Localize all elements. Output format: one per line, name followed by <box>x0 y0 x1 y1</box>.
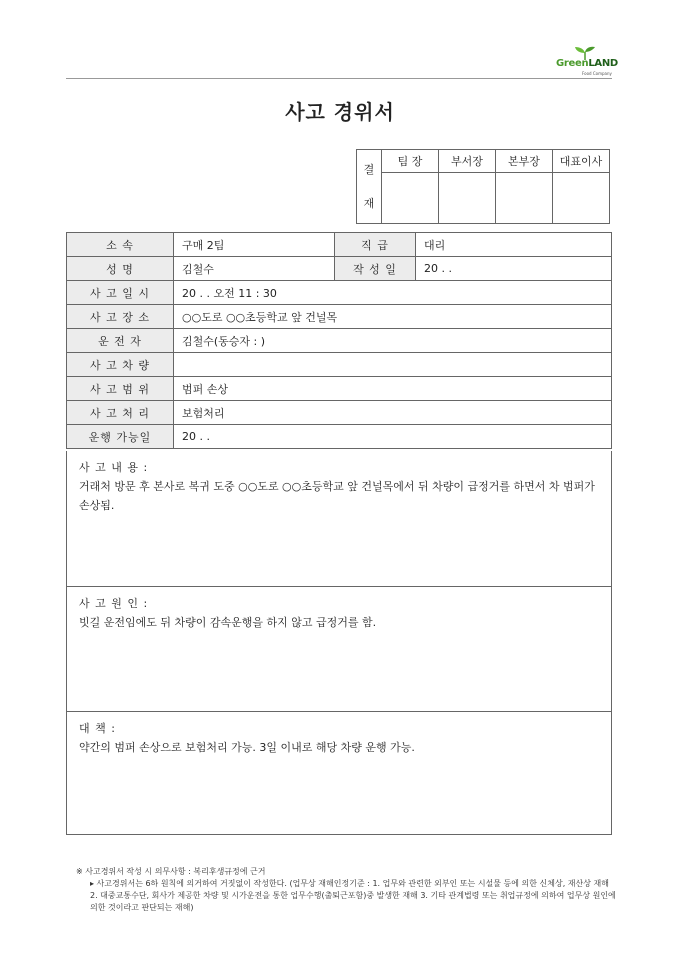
name-label: 성 명 <box>67 257 174 281</box>
footnote-heading: ※ 사고경위서 작성 시 의무사항 : 복리후생규정에 근거 <box>76 867 266 876</box>
footnotes <box>76 866 616 914</box>
accident-content-label: 사 고 내 용 : <box>79 461 149 474</box>
approval-role-department-head: 부서장 <box>439 150 496 173</box>
document-title: 사고 경위서 <box>285 100 395 124</box>
accident-place-value[interactable]: ○○도로 ○○초등학교 앞 건널목 <box>174 305 612 329</box>
name-value[interactable]: 김철수 <box>174 257 335 281</box>
position-label: 직 급 <box>335 233 416 257</box>
approval-side-label: 결 재 <box>357 150 382 224</box>
accident-info-table <box>66 232 612 449</box>
written-date-label: 작 성 일 <box>335 257 416 281</box>
approval-role-division-head: 본부장 <box>496 150 553 173</box>
approval-sign-ceo[interactable] <box>553 173 610 224</box>
footnote-item: ▸ 사고경위서는 6하 원칙에 의거하여 거짓없이 작성한다. (업무상 재해인정기준 : 1. 업무와 관련한 외부인 또는 시설물 등에 의한 신체상, 재산상 재해 2. 대중교통수단, 회사가 제공한 차량 및 시가운전을 통한 업무수행(출퇴근포함)중 발생한 재해 3. 기타 관계법령 또는 취업규정에 의하여 업무상 원인에 의한 것이라고 판단되는 재해) <box>90 879 616 912</box>
vehicle-value[interactable] <box>174 353 612 377</box>
accident-date-label: 사 고 일 시 <box>67 281 174 305</box>
scope-value[interactable]: 범퍼 손상 <box>174 377 612 401</box>
accident-cause-text: 빗길 운전임에도 뒤 차량이 감속운행을 하지 않고 급정거를 함. <box>79 616 377 629</box>
approval-role-team-leader: 팀 장 <box>382 150 439 173</box>
accident-content-section[interactable] <box>66 451 612 587</box>
dept-value[interactable]: 구매 2팀 <box>174 233 335 257</box>
position-value[interactable]: 대리 <box>416 233 612 257</box>
logo-subtitle: Food Company <box>582 71 612 76</box>
countermeasure-section[interactable] <box>66 712 612 835</box>
vehicle-label: 사 고 차 량 <box>67 353 174 377</box>
operable-date-value[interactable]: 20 . . <box>174 425 612 449</box>
header-divider <box>66 78 612 79</box>
approval-sign-division-head[interactable] <box>496 173 553 224</box>
countermeasure-label: 대 책 : <box>79 722 116 735</box>
dept-label: 소 속 <box>67 233 174 257</box>
accident-place-label: 사 고 장 소 <box>67 305 174 329</box>
approval-sign-department-head[interactable] <box>439 173 496 224</box>
driver-value[interactable]: 김철수(동승자 : ) <box>174 329 612 353</box>
handling-label: 사 고 처 리 <box>67 401 174 425</box>
approval-role-ceo: 대표이사 <box>553 150 610 173</box>
driver-label: 운 전 자 <box>67 329 174 353</box>
scope-label: 사 고 범 위 <box>67 377 174 401</box>
accident-content-text: 거래처 방문 후 본사로 복귀 도중 ○○도로 ○○초등학교 앞 건널목에서 뒤 차량이 급정거를 하면서 차 범퍼가 손상됨. <box>79 480 595 512</box>
written-date-value[interactable]: 20 . . <box>416 257 612 281</box>
accident-cause-section[interactable] <box>66 587 612 712</box>
countermeasure-text: 약간의 범퍼 손상으로 보험처리 가능. 3일 이내로 해당 차량 운행 가능. <box>79 741 415 754</box>
accident-date-value[interactable]: 20 . . 오전 11 : 30 <box>174 281 612 305</box>
operable-date-label: 운행 가능일 <box>67 425 174 449</box>
company-logo <box>552 44 618 76</box>
approval-sign-team-leader[interactable] <box>382 173 439 224</box>
approval-table <box>356 149 610 224</box>
handling-value[interactable]: 보험처리 <box>174 401 612 425</box>
logo-wordmark: GreenLAND <box>556 58 618 69</box>
accident-cause-label: 사 고 원 인 : <box>79 597 149 610</box>
